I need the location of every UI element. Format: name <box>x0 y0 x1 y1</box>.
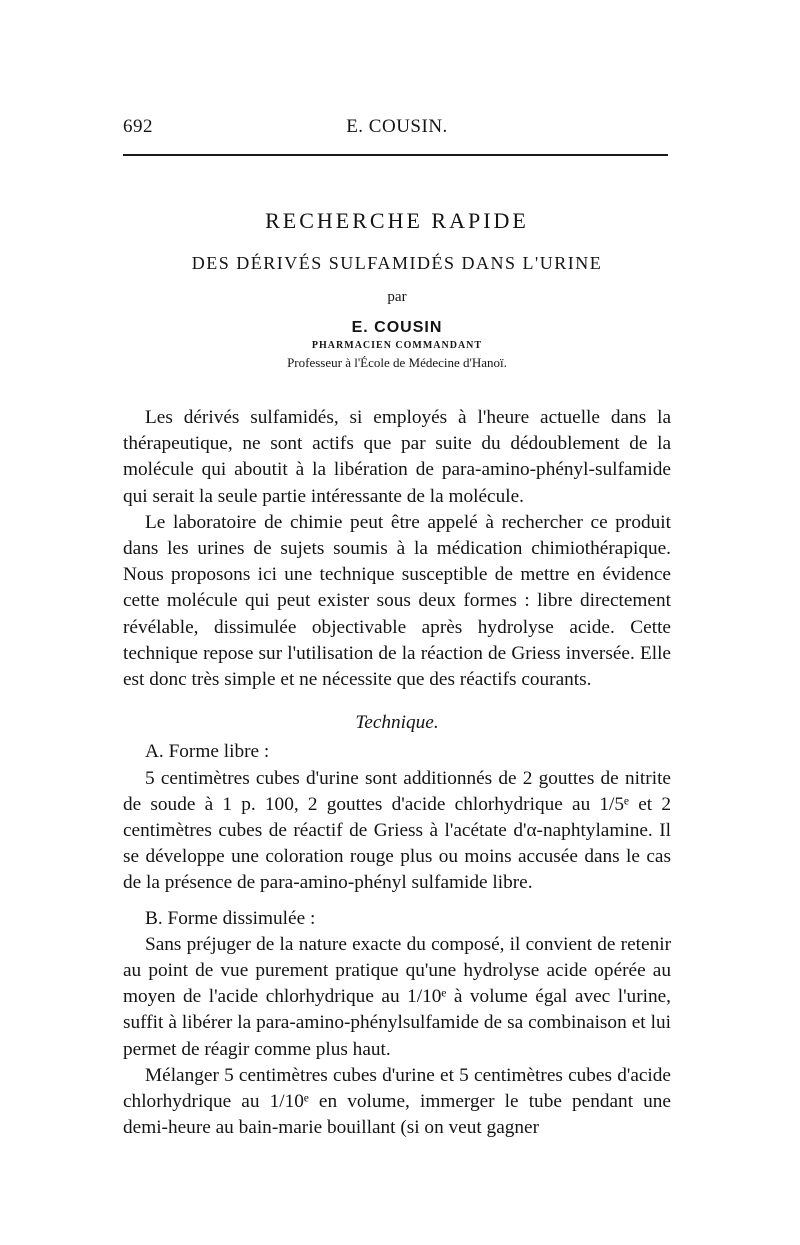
author-role: PHARMACIEN COMMANDANT <box>311 340 483 351</box>
section-b-heading: B. Forme dissimulée : <box>145 907 316 929</box>
section-b-paragraph-2: Mélanger 5 centimètres cubes d'urine et 5 centimètres cubes d'acide chlorhydrique au 1/10ᵉ en volume, immerger le tube pendant une demi-heure au bain-marie bouillant (si on veut gagner <box>123 1064 671 1139</box>
section-a-paragraph: 5 centimètres cubes d'urine sont additionnés de 2 gouttes de nitrite de soude à 1 p. 100, 2 gouttes d'acide chlorhydrique au 1/5ᵉ et 2 centimètres cubes de réactif de Griess à l'acétate d'α-naphtylamine. Il se développe une coloration rouge plus ou moins accusée dans le cas de la présence de para-amino-phényl sulfamide libre. <box>123 767 671 894</box>
running-title: E. COUSIN. <box>346 116 448 137</box>
section-a-heading: A. Forme libre : <box>145 741 270 763</box>
author-name: E. COUSIN <box>351 319 443 336</box>
paragraph-intro-2: Le laboratoire de chimie peut être appelé à rechercher ce produit dans les urines de sujets soumis à la médication chimiothérapique. Nous proposons ici une technique susceptible de mettre en évidence cette molécule qui peut exister sous deux formes : libre directement révélable, dissimulée objectivable après hydrolyse acide. Cette technique repose sur l'utilisation de la réaction de Griess inversée. Elle est donc très simple et ne nécessite que des réactifs courants. <box>123 511 671 691</box>
section-b-paragraph: Sans préjuger de la nature exacte du composé, il convient de retenir au point de vue purement pratique qu'une hydrolyse acide opérée au moyen de l'acide chlorhydrique au 1/10ᵉ à volume égal avec l'urine, suffit à libérer la para-amino-phénylsulfamide de sa combinaison et lui permet de réagir comme plus haut. <box>123 933 671 1060</box>
technique-heading: Technique. <box>355 712 439 734</box>
article-title-line-1: RECHERCHE RAPIDE <box>265 208 529 233</box>
article-body <box>123 405 671 1141</box>
byline-par: par <box>387 289 407 305</box>
header-rule <box>123 154 668 156</box>
running-head <box>123 116 671 146</box>
title-block <box>123 208 671 371</box>
page <box>123 116 671 1141</box>
author-affiliation: Professeur à l'École de Médecine d'Hanoï. <box>287 355 507 370</box>
article-title-line-2: DES DÉRIVÉS SULFAMIDÉS DANS L'URINE <box>191 253 603 273</box>
paragraph-intro-1: Les dérivés sulfamidés, si employés à l'heure actuelle dans la thérapeutique, ne sont actifs que par suite du dédoublement de la molécule qui aboutit à la libération de para-amino-phényl-sulfamide qui serait la seule partie intéressante de la molécule. <box>123 407 671 507</box>
page-number: 692 <box>123 116 153 137</box>
